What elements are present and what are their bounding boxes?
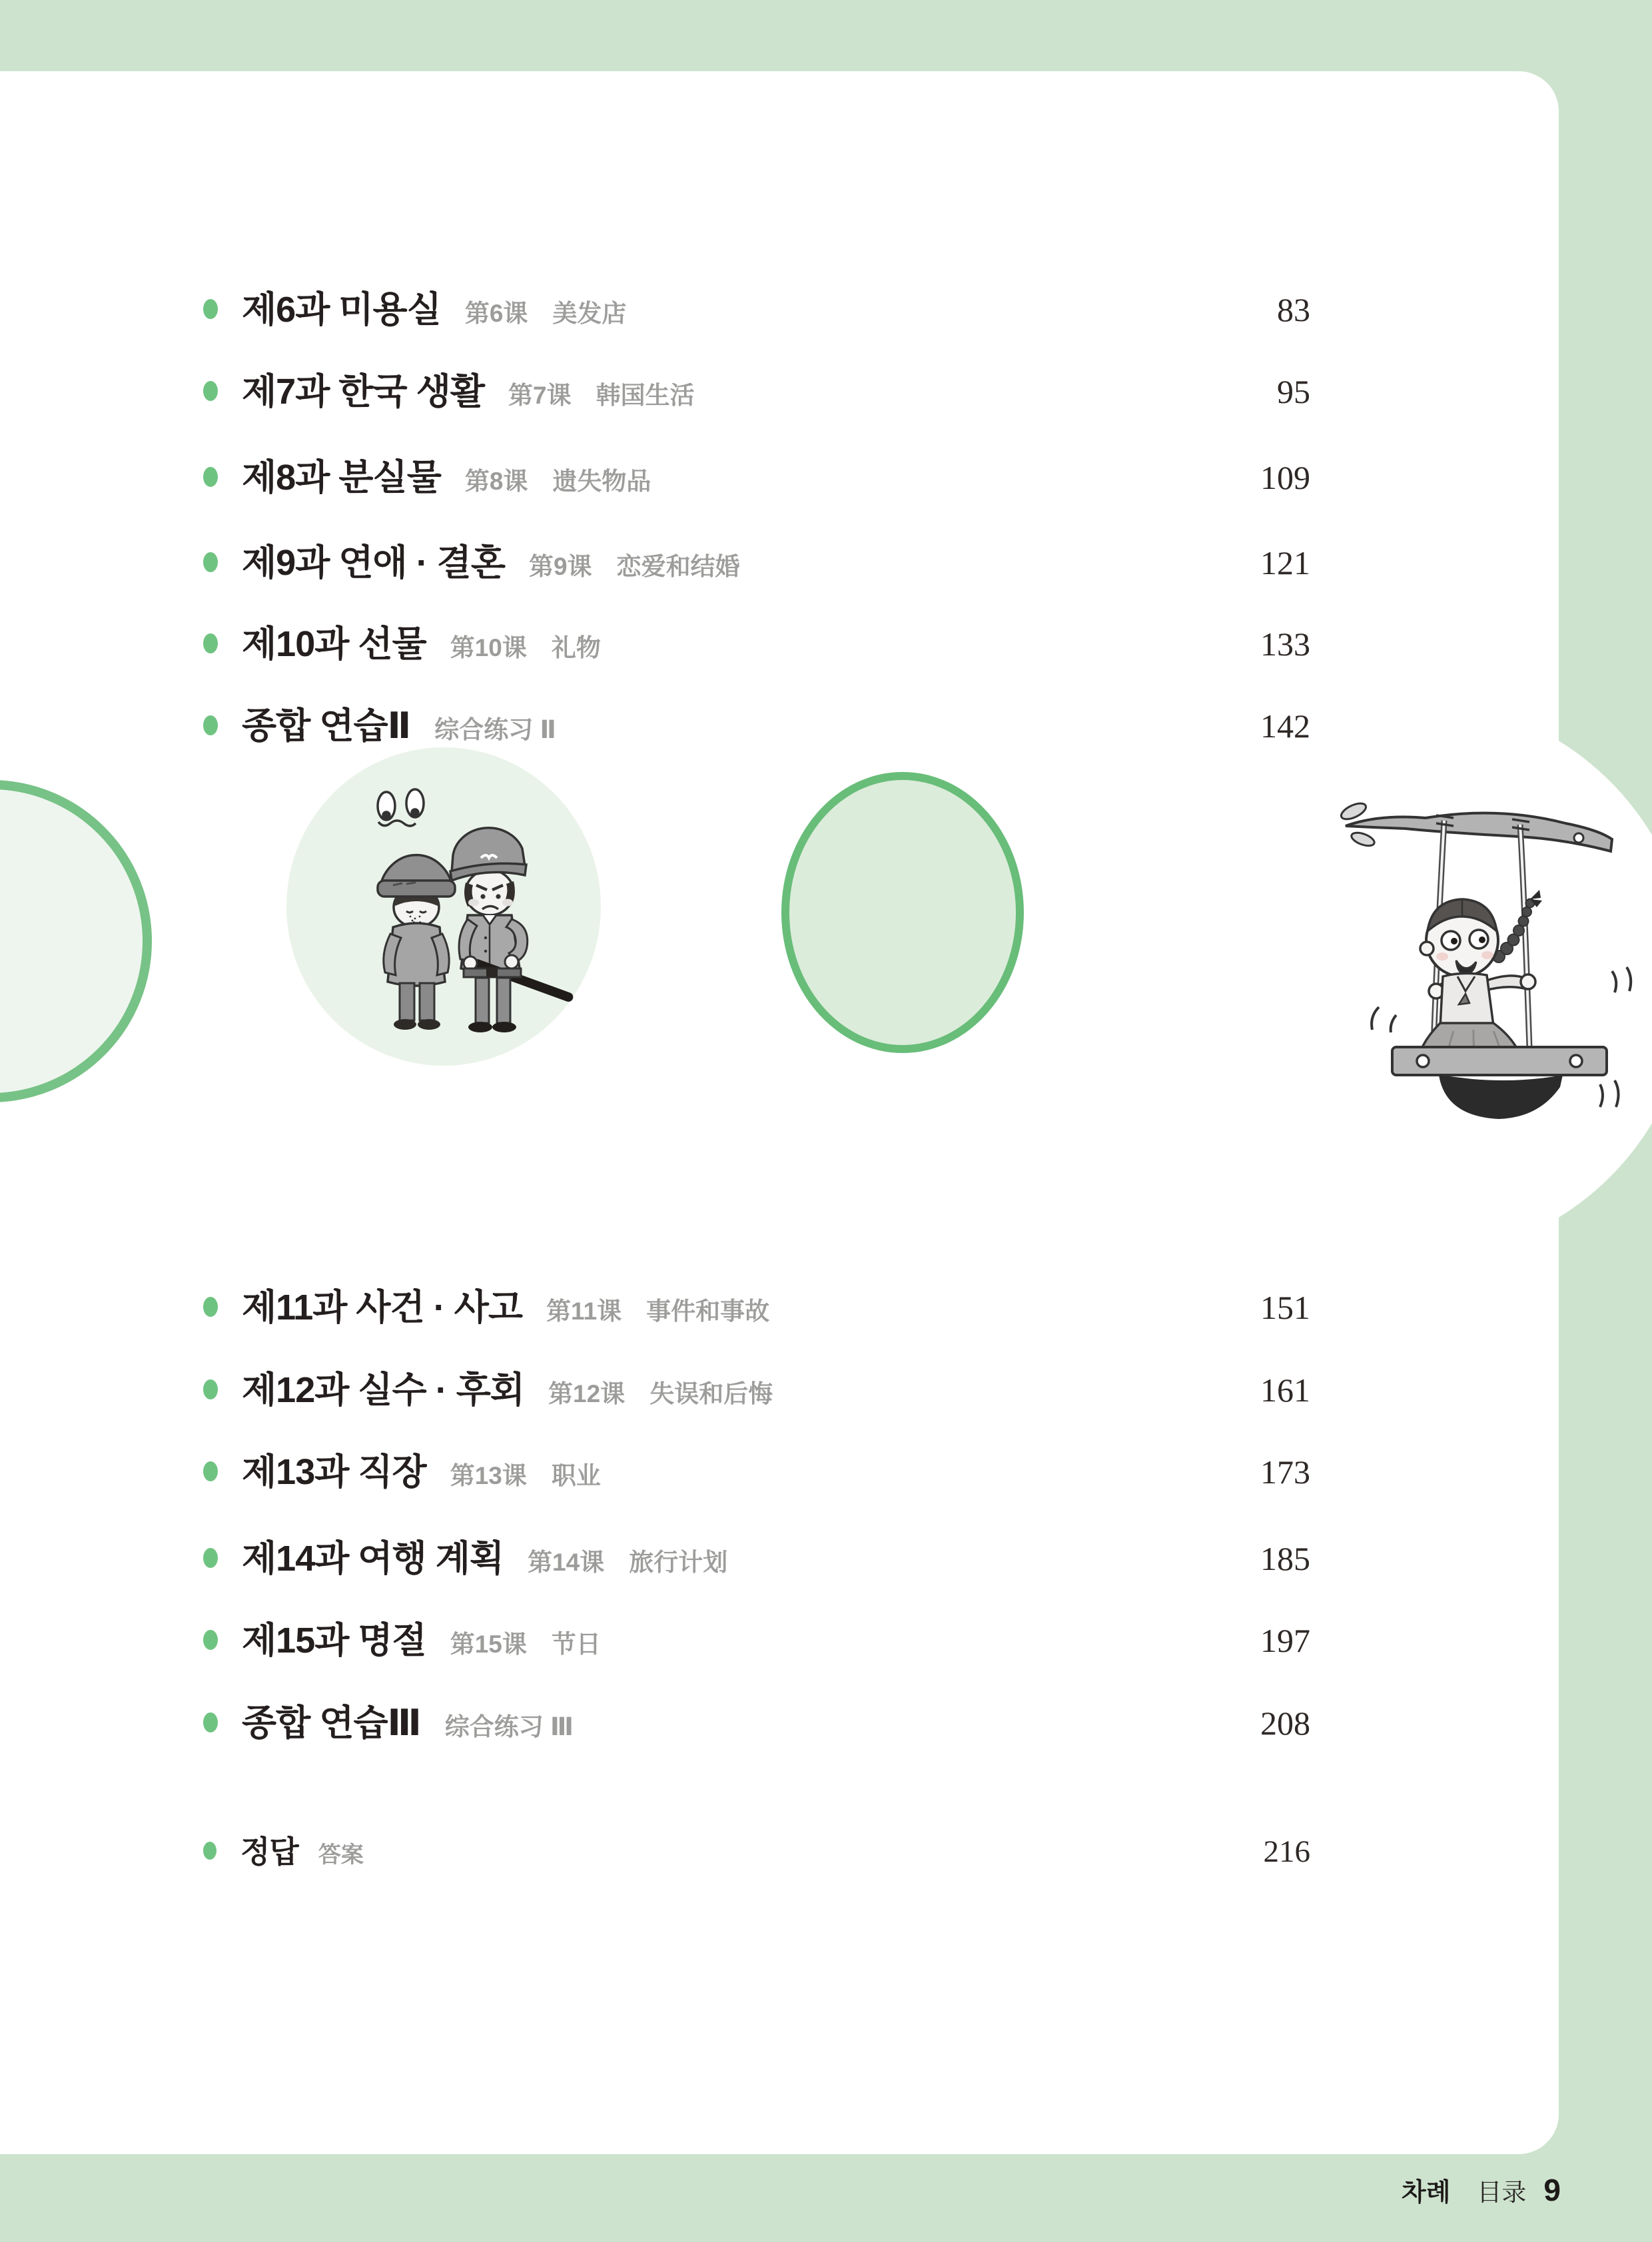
chapter-page-number: 151 [1260, 1289, 1310, 1326]
toc-row [203, 1442, 1310, 1502]
bullet-icon [203, 715, 218, 735]
chapter-title-ko: 제11과 사건 · 사고 [242, 1288, 523, 1327]
toc-row-answers [203, 1822, 1310, 1882]
chapter-title-ko: 제8과 분실물 [242, 458, 441, 498]
police-figure [450, 828, 574, 1032]
bullet-icon [203, 1379, 218, 1399]
thief-figure [378, 855, 455, 1030]
chapter-title-ko: 제6과 미용실 [242, 290, 441, 330]
swing-drawing [1299, 759, 1652, 1122]
chapter-page-number: 95 [1277, 373, 1310, 410]
chapter-title-zh: 第15课 节日 [450, 1631, 601, 1658]
bullet-icon [203, 1630, 218, 1650]
bullet-icon [203, 552, 218, 572]
toc-row [203, 448, 1310, 508]
chapter-title-zh: 第8课 遗失物品 [464, 468, 651, 495]
chapter-page-number: 142 [1260, 707, 1310, 745]
toc-row [203, 1278, 1310, 1337]
toc-row [203, 1693, 1310, 1753]
chapter-page-number: 109 [1260, 459, 1310, 496]
chapter-page-number: 133 [1260, 625, 1310, 663]
toc-row [203, 1360, 1310, 1420]
toc-row [203, 696, 1310, 756]
chapter-page-number: 185 [1260, 1540, 1310, 1577]
page-footer [1402, 2170, 1561, 2210]
answers-title-ko: 정답 [240, 1834, 298, 1869]
bullet-icon [203, 381, 218, 401]
toc-row [203, 1611, 1310, 1671]
police-thief-illustration [286, 747, 601, 1066]
chapter-title-ko: 제12과 실수 · 후회 [242, 1370, 525, 1410]
chapter-title-zh: 第6课 美发店 [464, 300, 627, 327]
chapter-title-zh: 综合练习 Ⅱ [434, 716, 556, 743]
chapter-page-number: 208 [1260, 1704, 1310, 1742]
chapter-title-ko: 제10과 선물 [242, 624, 426, 664]
bullet-icon [203, 633, 218, 653]
chapter-title-zh: 第13课 职业 [450, 1462, 601, 1489]
bullet-icon [203, 1712, 218, 1732]
toc-row [203, 362, 1310, 422]
bullet-icon [203, 1548, 218, 1568]
footer-label-ko: 차례 [1401, 2179, 1451, 2207]
answers-title-zh: 答案 [318, 1842, 364, 1868]
toc-row [203, 280, 1310, 340]
chapter-title-ko: 제9과 연애 · 결혼 [242, 543, 506, 583]
footer-label-zh: 目录 [1477, 2179, 1527, 2206]
chapter-page-number: 83 [1277, 291, 1310, 328]
chapter-page-number: 173 [1260, 1453, 1310, 1491]
chapter-title-ko: 종합 연습Ⅱ [242, 706, 411, 746]
bullet-icon [203, 1842, 216, 1860]
chapter-page-number: 161 [1260, 1371, 1310, 1409]
bullet-icon [203, 299, 218, 319]
bullet-icon [203, 1297, 218, 1317]
chapter-title-ko: 제15과 명절 [242, 1621, 426, 1661]
chapter-title-zh: 第14课 旅行计划 [528, 1549, 728, 1576]
chapter-title-ko: 제7과 한국 생활 [242, 372, 485, 412]
swing-illustration [1299, 759, 1652, 1122]
bullet-icon [203, 467, 218, 487]
toc-row [203, 1529, 1310, 1589]
chapter-title-ko: 제13과 직장 [242, 1452, 426, 1492]
chapter-title-zh: 第9课 恋爱和结婚 [529, 553, 740, 580]
police-thief-drawing [286, 747, 601, 1066]
chapter-title-zh: 第7课 韩国生活 [508, 382, 695, 409]
chapter-title-zh: 第10课 礼物 [450, 634, 601, 661]
toc-row [203, 533, 1310, 593]
chapter-title-ko: 종합 연습Ⅲ [242, 1703, 421, 1743]
footer-page-number: 9 [1543, 2173, 1561, 2207]
bullet-icon [203, 1461, 218, 1481]
chapter-title-ko: 제14과 여행 계획 [242, 1539, 504, 1579]
toc-row [203, 614, 1310, 674]
chapter-page-number: 197 [1260, 1622, 1310, 1659]
chapter-page-number: 121 [1260, 544, 1310, 581]
chapter-title-zh: 综合练习 Ⅲ [444, 1713, 574, 1740]
decorative-circle-middle [781, 772, 1024, 1053]
chapter-title-zh: 第12课 失误和后悔 [548, 1380, 773, 1407]
answers-page-number: 216 [1263, 1834, 1310, 1869]
chapter-title-zh: 第11课 事件和事故 [546, 1298, 770, 1325]
